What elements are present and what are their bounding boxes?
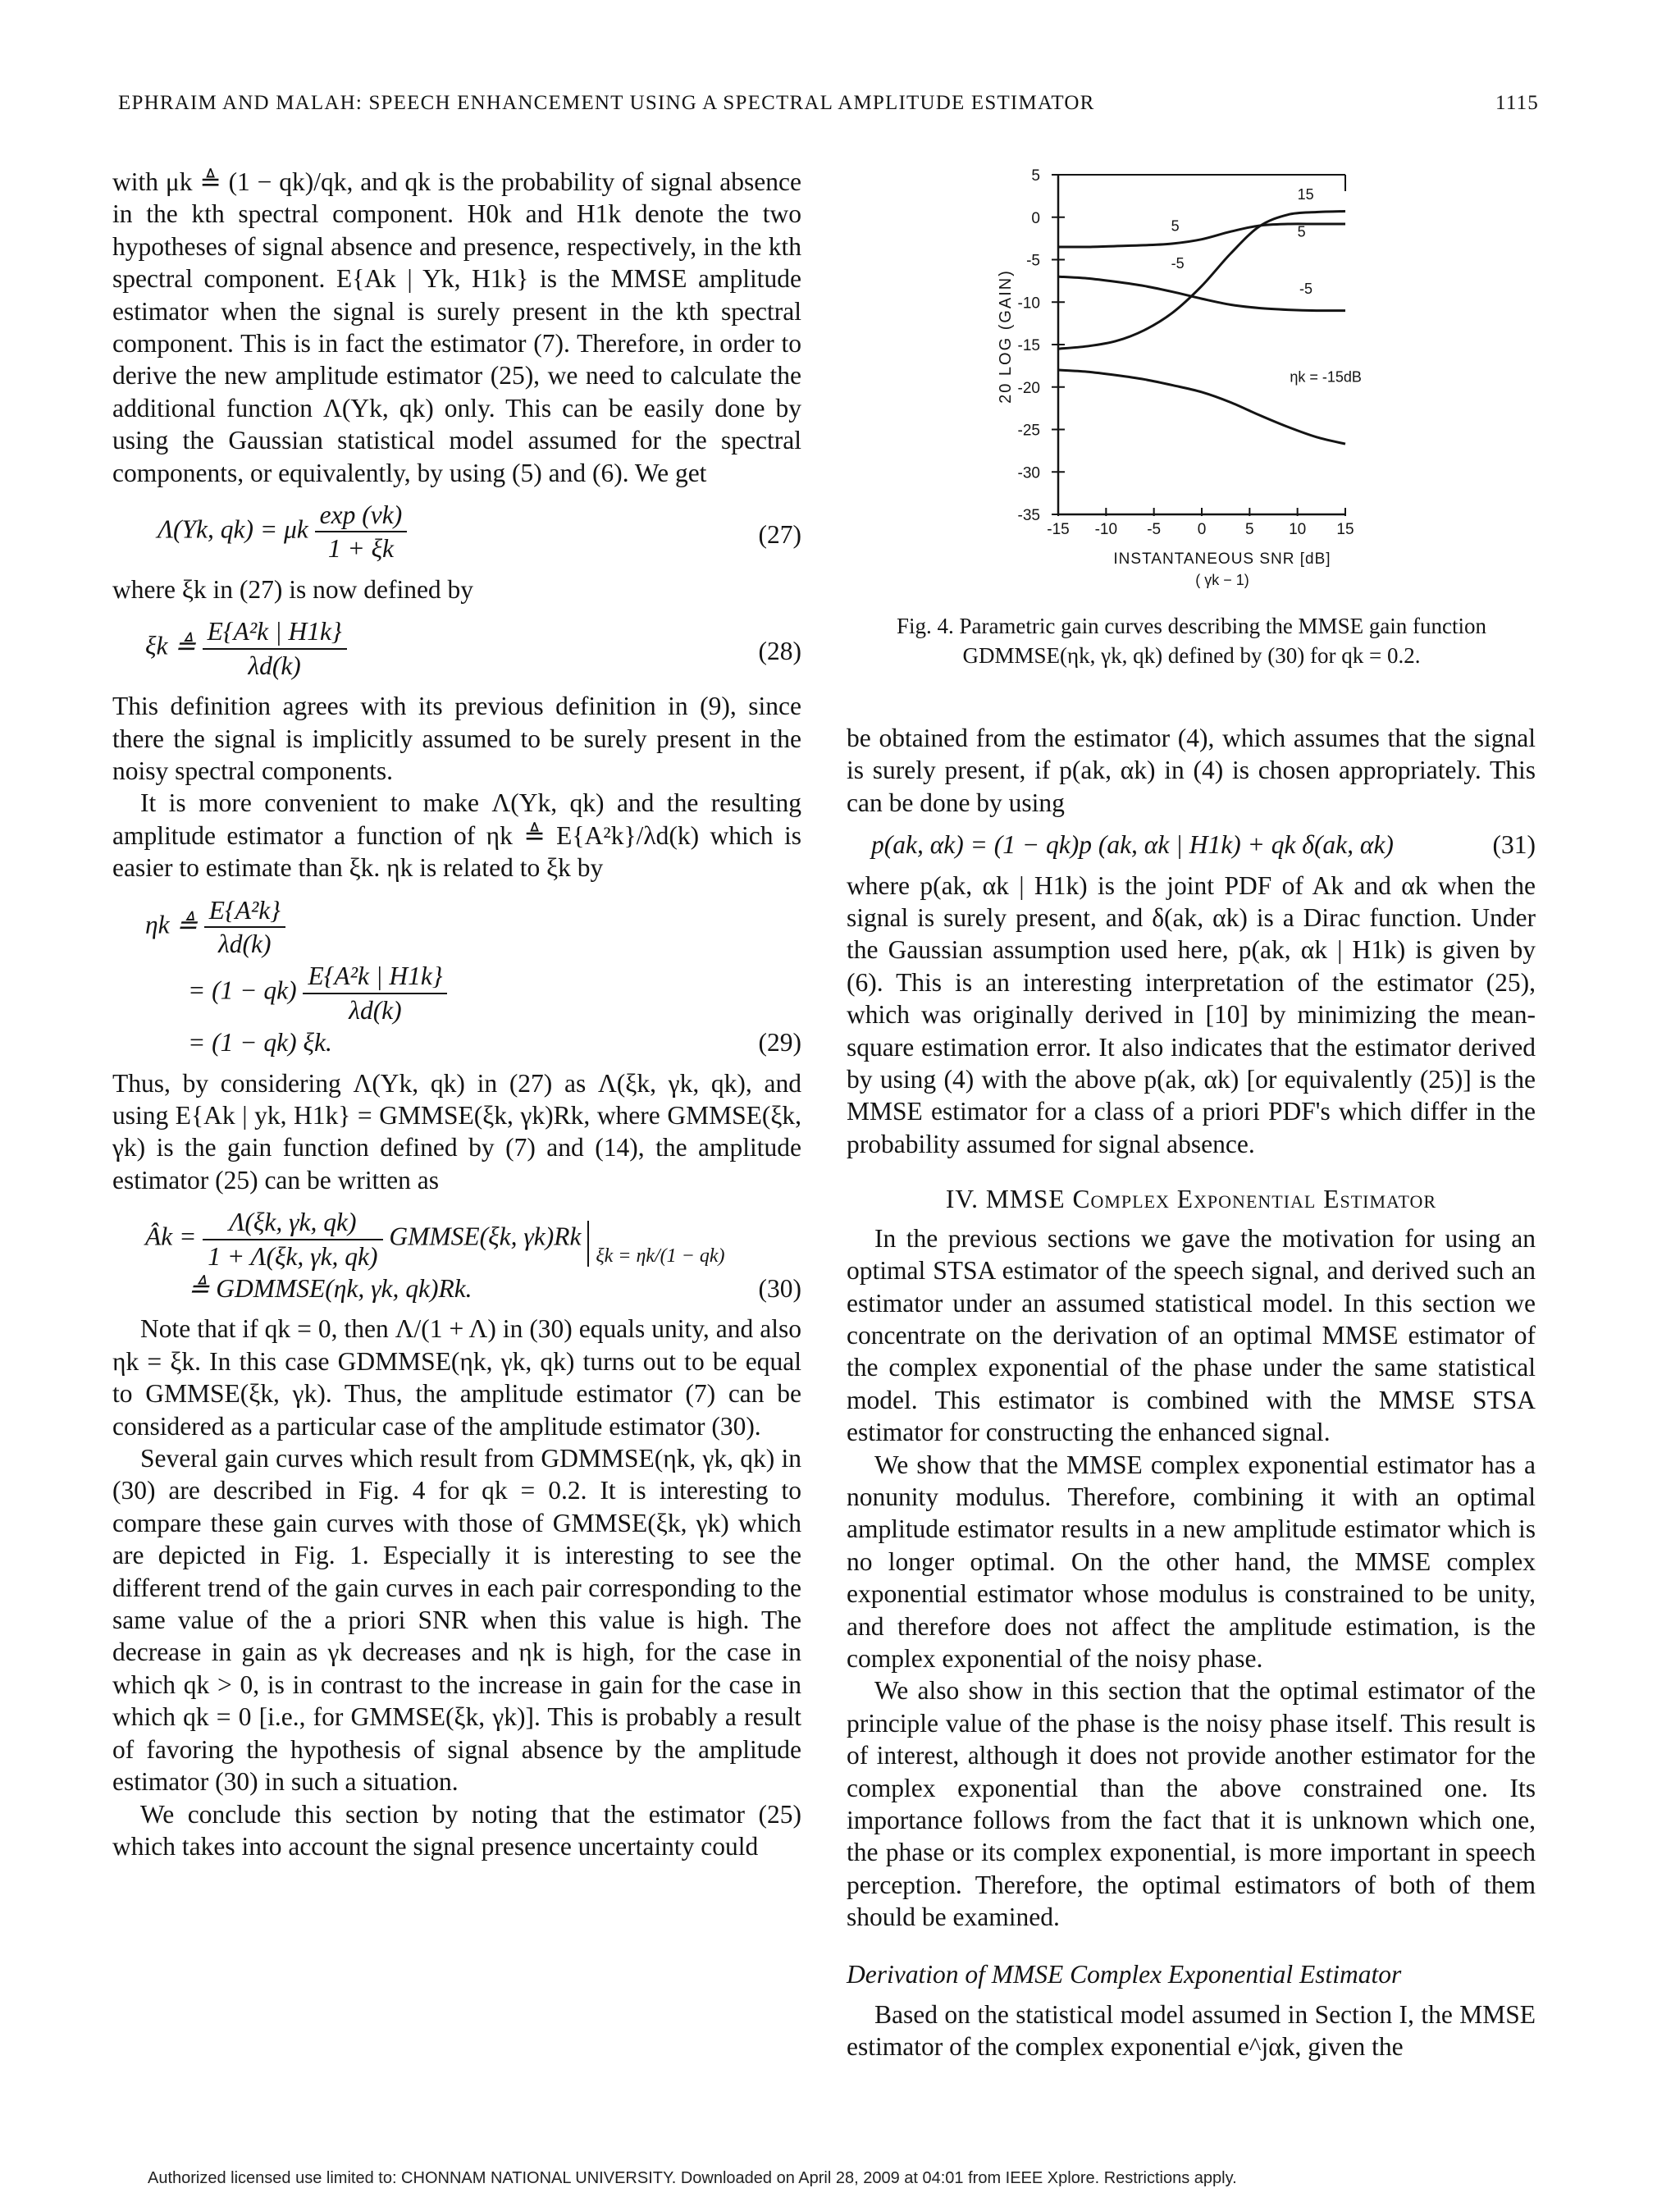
denominator: λd(k)	[204, 926, 285, 960]
paragraph: In the previous sections we gave the motivation for using an optimal STSA estimator of the speech signal, and derived such an estimator under an assumed statistical model. In this section we concentrate on the derivation of an optimal MMSE estimator of the complex exponential of the phase under the same statistical model. This estimator is combined with the MMSE STSA estimator for constructing the enhanced signal.	[847, 1223, 1536, 1447]
curve-label: 5	[1171, 217, 1180, 235]
paragraph: where ξk in (27) is now defined by	[112, 574, 474, 604]
y-tick-label: -30	[1017, 464, 1040, 482]
curve-label: -5	[1299, 280, 1313, 297]
x-tick-label: -10	[1094, 521, 1118, 538]
running-title: EPHRAIM AND MALAH: SPEECH ENHANCEMENT USING A SPECTRAL AMPLITUDE ESTIMATOR	[118, 92, 1095, 114]
gain-curve-chart	[984, 160, 1427, 619]
y-axis-label: 20 LOG (GAIN)	[997, 269, 1015, 404]
equation-rhs: = (1 − qk) ξk.	[188, 1028, 332, 1057]
paragraph: Thus, by considering Λ(Yk, qk) in (27) as Λ(ξk, γk, qk), and using E{Ak | yk, H1k} = GMMSE(ξk, γk)Rk, where GMMSE(ξk, γk) is the gain function defined by (7) and (14), the amplitude estimator (25) can be written as	[112, 1068, 801, 1194]
paragraph: We show that the MMSE complex exponential estimator has a nonunity modulus. Therefore, combining it with an optimal amplitude estimator results in a new amplitude estimator which is no longer optimal. On the other hand, the MMSE complex exponential estimator whose modulus is constrained to be unity, and therefore does not affect the amplitude estimation, is the complex exponential of the noisy phase.	[847, 1450, 1536, 1673]
license-footer: Authorized licensed use limited to: CHONNAM NATIONAL UNIVERSITY. Downloaded on April 28, 2009 at 04:01 from IEEE Xplore. Restrictions apply.	[148, 2169, 1237, 2187]
left-column	[112, 166, 801, 1862]
denominator: λd(k)	[203, 648, 347, 682]
right-column	[847, 722, 1536, 2063]
equation-line	[145, 1026, 801, 1058]
equation-28	[112, 615, 801, 682]
paragraph: Several gain curves which result from GDMMSE(ηk, γk, qk) in (30) are described in Fig. 4 for qk = 0.2. It is interesting to compare these gain curves with those of GMMSE(ξk, γk) which are depicted in Fig. 1. Especially it is interesting to see the different trend of the gain curves in each pair corresponding to the same value of the a priori SNR when this value is high. The decrease in gain as γk decreases and ηk is high, for the case in which qk > 0, is in contrast to the increase in gain for the case in which qk = 0 [i.e., for GMMSE(ξk, γk)]. This is probably a result of favoring the hypothesis of signal absence by the amplitude estimator (30) in such a situation.	[112, 1444, 801, 1797]
evaluation-condition: ξk = ηk/(1 − qk)	[587, 1221, 724, 1267]
curve-label: ηk = -15dB	[1290, 368, 1362, 386]
equation-rhs: p(ak, αk) = (1 − qk)p (ak, αk | H1k) + qk δ(ak, αk)	[871, 830, 1394, 860]
y-tick-label: -15	[1017, 337, 1040, 354]
equation-number: (29)	[758, 1028, 801, 1057]
equation-line	[145, 894, 801, 961]
paragraph: Note that if qk = 0, then Λ/(1 + Λ) in (30) equals unity, and also ηk = ξk. In this case GDMMSE(ηk, γk, qk) turns out to be equal to GMMSE(ξk, γk). Thus, the amplitude estimator (7) can be considered as a particular case of the amplitude estimator (30).	[112, 1314, 801, 1441]
paragraph: where p(ak, αk | H1k) is the joint PDF of Ak and αk when the signal is surely present, and δ(ak, αk) is a Dirac function. Under the Gaussian assumption used here, p(ak, αk | H1k) is given by (6). This is an interesting interpretation of the estimator (25), which was originally derived in [10] by minimizing the mean-square estimation error. It also indicates that the estimator derived by using (4) with the above p(ak, αk) [or equivalently (25)] is the MMSE estimator for a class of a priori PDF's which differ in the probability assumed for signal absence.	[847, 870, 1536, 1158]
paragraph: be obtained from the estimator (4), which assumes that the signal is surely present, if p(ak, αk) in (4) is chosen appropriately. This can be done by using	[847, 724, 1536, 817]
numerator: E{A²k | H1k}	[308, 962, 443, 991]
paragraph: with μk ≜ (1 − qk)/qk, and qk is the probability of signal absence in the kth spectral component. H0k and H1k denote the two hypotheses of signal absence and presence, respectively, in the kth spectral component. E{Ak | Yk, H1k} is the MMSE amplitude estimator when the signal is surely present in the kth spectral component. This is in fact the estimator (7). Therefore, in order to derive the new amplitude estimator (25), we need to calculate the additional function Λ(Yk, qk) only. This can be easily done by using the Gaussian statistical model assumed for the spectral components, or equivalently, by using (5) and (6). We get	[112, 167, 801, 487]
fraction	[203, 1206, 382, 1272]
paragraph: We also show in this section that the optimal estimator of the principle value of the phase is the noisy phase itself. This result is of interest, although it does not provide another estimator for the complex exponential than the above constrained one. Its importance follows from the fact that it is unknown which one, the phase or its complex exponential, is more important in speech perception. Therefore, the optimal estimators of both of them should be examined.	[847, 1676, 1536, 1932]
equation-number: (31)	[1492, 830, 1536, 860]
equation-line	[145, 960, 801, 1026]
x-axis-label: INSTANTANEOUS SNR [dB]	[1113, 550, 1331, 568]
numerator: Λ(ξk, γk, qk)	[229, 1208, 357, 1237]
denominator: λd(k)	[303, 993, 447, 1026]
y-tick-label: -20	[1017, 379, 1040, 397]
equation-rhs: GMMSE(ξk, γk)Rk	[389, 1222, 582, 1251]
paragraph: It is more convenient to make Λ(Yk, qk) and the resulting amplitude estimator a function of ηk ≜ E{A²k}/λd(k) which is easier to estimate than ξk. ηk is related to ξk by	[112, 788, 801, 883]
x-tick-label: -15	[1047, 521, 1070, 538]
x-tick-label: 15	[1336, 521, 1354, 538]
equation-31	[847, 829, 1536, 861]
equation-number: (28)	[758, 637, 801, 666]
equation-number: (30)	[758, 1274, 801, 1303]
equation-30	[112, 1206, 801, 1304]
y-tick-label: -35	[1017, 507, 1040, 524]
paragraph: This definition agrees with its previous definition in (9), since there the signal is implicitly assumed to be surely present in the noisy spectral components.	[112, 692, 801, 785]
curve-label: 5	[1297, 223, 1306, 240]
y-tick-label: -5	[1026, 252, 1040, 270]
paragraph: We conclude this section by noting that the estimator (25) which takes into account the signal presence uncertainty could	[112, 1799, 801, 1861]
x-tick-label: 0	[1197, 521, 1207, 538]
fraction	[203, 615, 347, 682]
curve-label: 15	[1297, 186, 1314, 203]
paragraph: Based on the statistical model assumed in Section I, the MMSE estimator of the complex exponential e^jαk, given the	[847, 2000, 1536, 2062]
denominator: 1 + Λ(ξk, γk, qk)	[203, 1239, 382, 1272]
numerator: exp (vk)	[319, 500, 403, 530]
equation-29	[112, 894, 801, 1059]
page-number: 1115	[1495, 92, 1539, 114]
y-tick-label: -25	[1017, 422, 1040, 440]
equation-lhs: = (1 − qk)	[188, 975, 297, 1005]
x-axis-sublabel: ( γk − 1)	[1195, 572, 1249, 588]
fraction	[303, 960, 447, 1026]
curve-label: -5	[1171, 254, 1185, 272]
equation-lhs: ξk ≜	[145, 631, 196, 660]
y-tick-label: 5	[1031, 167, 1040, 185]
equation-line	[145, 1206, 801, 1272]
x-tick-label: 10	[1289, 521, 1307, 538]
equation-rhs: ≜ GDMMSE(ηk, γk, qk)Rk.	[188, 1274, 472, 1303]
y-tick-label: -10	[1017, 295, 1040, 313]
running-header	[118, 92, 1539, 115]
denominator: 1 + ξk	[315, 531, 408, 564]
equation-line	[145, 1272, 801, 1304]
equation-number: (27)	[758, 520, 801, 550]
fraction	[315, 499, 408, 565]
equation-27	[112, 499, 801, 565]
numerator: E{A²k}	[208, 895, 281, 925]
section-title: IV. MMSE Complex Exponential Estimator	[945, 1185, 1437, 1214]
equation-lhs: ηk ≜	[145, 910, 198, 939]
y-tick-label: 0	[1031, 209, 1040, 227]
figure-caption: Fig. 4. Parametric gain curves describing the MMSE gain function GDMMSE(ηk, γk, qk) defined by (30) for qk = 0.2.	[896, 614, 1487, 668]
x-tick-label: 5	[1245, 521, 1254, 538]
fraction	[204, 894, 285, 961]
subsection-title: Derivation of MMSE Complex Exponential Estimator	[847, 1959, 1402, 1989]
x-tick-label: -5	[1147, 521, 1162, 538]
equation-lhs: Λ(Yk, qk) = μk	[158, 514, 308, 544]
equation-lhs: Âk =	[145, 1222, 197, 1251]
numerator: E{A²k | H1k}	[207, 617, 342, 646]
